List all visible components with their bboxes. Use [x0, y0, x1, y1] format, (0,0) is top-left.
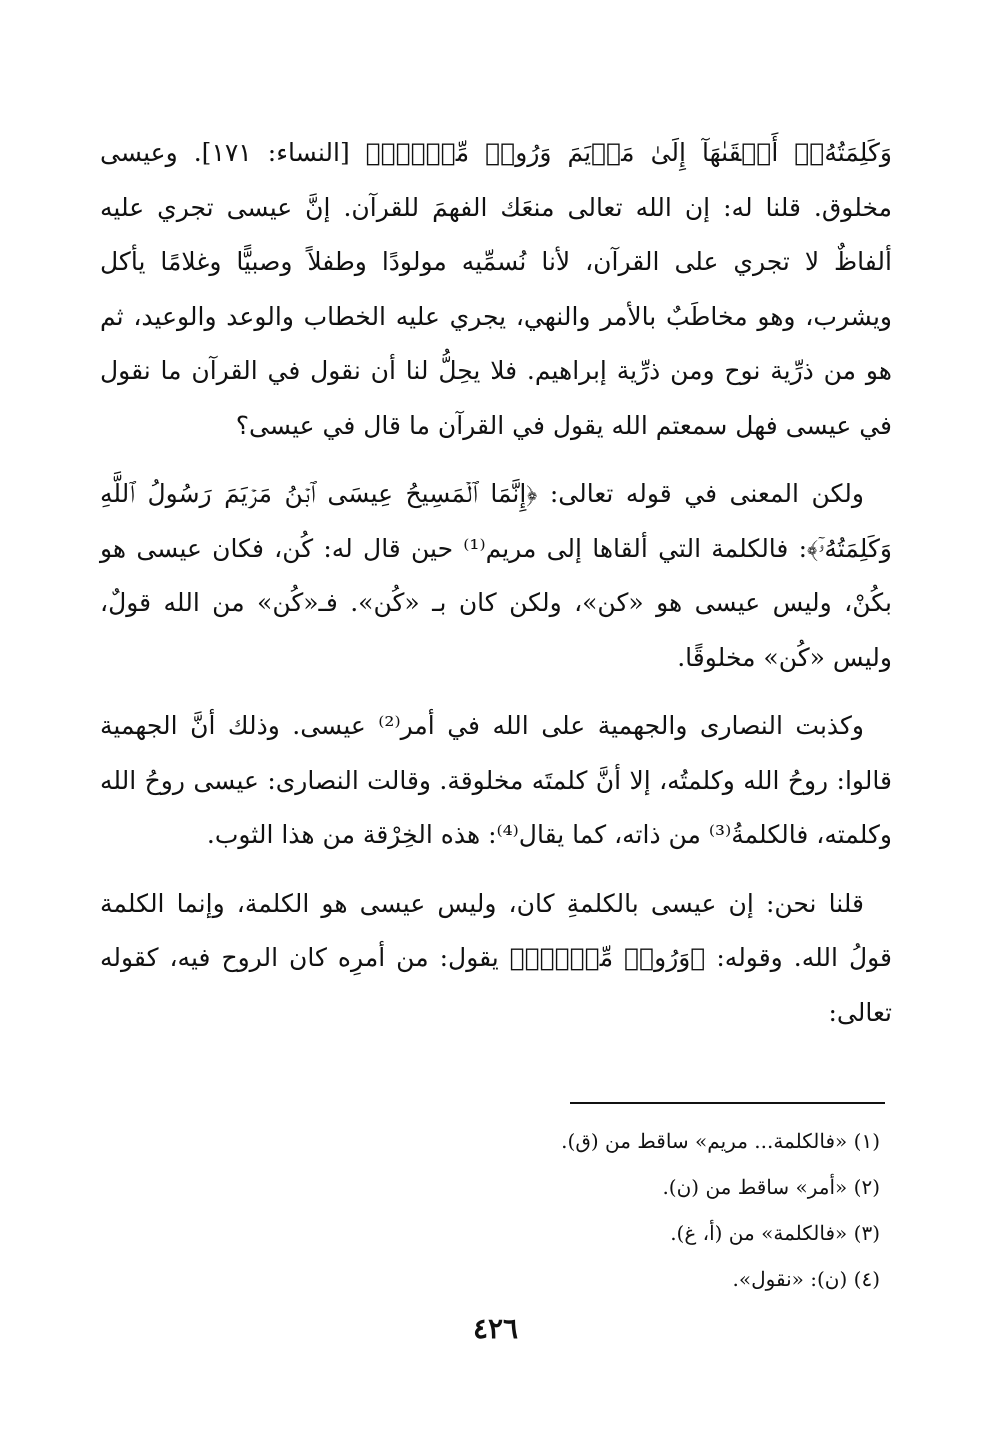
page-number: ٤٢٦ [472, 1312, 519, 1345]
paragraph-4: قلنا نحن: إن عيسى بالكلمةِ كان، وليس عيسى هو الكلمة، وإنما الكلمة قولُ الله. وقوله: ﴿وَرُوحٞ مِّنۡهُۖ﴾ يقول: من أمرِه كان الروح فيه، كقوله تعالى: [100, 888, 892, 1027]
footnote-3: (٣) «فالكلمة» من (أ، غ). [670, 1221, 880, 1245]
main-text [100, 126, 892, 1040]
footnote-4: (٤) (ن): «نقول». [732, 1267, 880, 1291]
footnote-1: (١) «فالكلمة... مريم» ساقط من (ق). [561, 1129, 880, 1153]
footnote-separator [570, 1102, 885, 1104]
paragraph-1: وَكَلِمَتُهُۥٓ أَلۡقَىٰهَآ إِلَىٰ مَرۡيَمَ وَرُوحٞ مِّنۡهُۖ﴾ [النساء: ١٧١]. وعيسى مخلوق. قلنا له: إن الله تعالى منعَك الفهمَ للقرآن. إنَّ عيسى تجري عليه ألفاظٌ لا تجري على القرآن، لأنا نُسمِّيه مولودًا وطفلاً وصبيًّا وغلامًا يأكل ويشرب، وهو مخاطَبٌ بالأمر والنهي، يجري عليه الخطاب والوعد والوعيد، ثم هو من ذرِّية نوح ومن ذرِّية إبراهيم. فلا يحِلُّ لنا أن نقول في القرآن ما نقول في عيسى فهل سمعتم الله يقول في القرآن ما قال في عيسى؟ [100, 138, 893, 440]
paragraph-2: ولكن المعنى في قوله تعالى: ﴿إِنَّمَا ٱلۡمَسِيحُ عِيسَى ٱبۡنُ مَرۡيَمَ رَسُولُ ٱللَّهِ وَكَلِمَتُهُۥٓ﴾: فالكلمة التي ألقاها إلى مريم⁽¹⁾ حين قال له: كُن، فكان عيسى هو بكُنْ، وليس عيسى هو «كن»، ولكن كان بـ «كُن». فـ«كُن» من الله قولٌ، وليس «كُن» مخلوقًا. [100, 479, 893, 672]
footnote-2: (٢) «أمر» ساقط من (ن). [662, 1175, 880, 1199]
footnotes [300, 1118, 880, 1302]
paragraph-3: وكذبت النصارى والجهمية على الله في أمر⁽²⁾ عيسى. وذلك أنَّ الجهمية قالوا: روحُ الله وكلمتُه، إلا أنَّ كلمتَه مخلوقة. وقالت النصارى: عيسى روحُ الله وكلمته، فالكلمةُ⁽³⁾ من ذاته، كما يقال⁽⁴⁾: هذه الخِرْقة من هذا الثوب. [100, 711, 892, 849]
